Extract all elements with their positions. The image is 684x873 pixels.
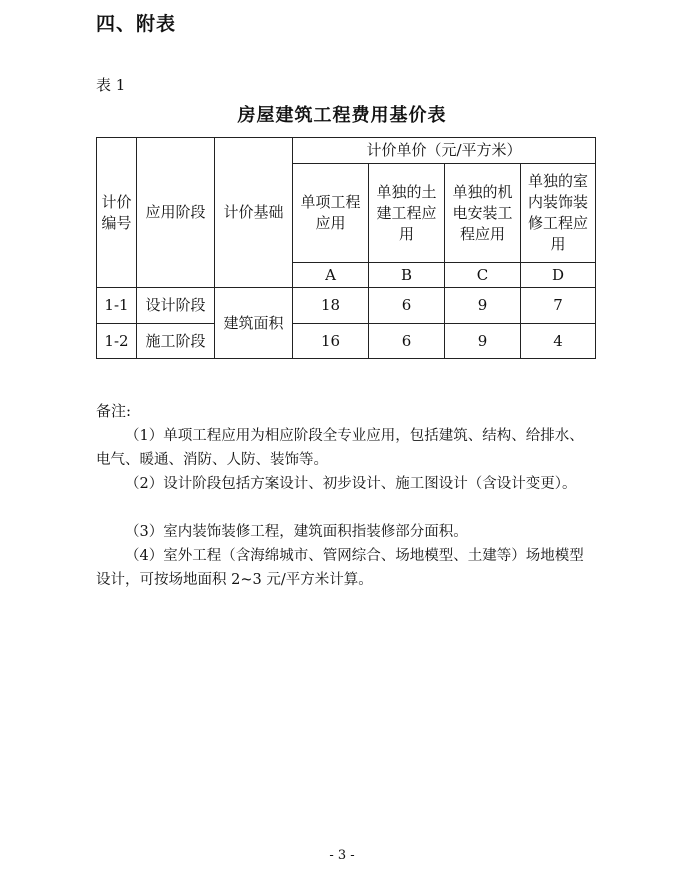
table-row: [97, 288, 596, 324]
row-value-b: 6: [369, 288, 445, 324]
pricing-table: [96, 137, 596, 359]
section-heading: 四、附表: [96, 13, 177, 35]
row-code: 1-1: [97, 288, 137, 324]
table-title: 房屋建筑工程费用基价表: [237, 105, 447, 126]
header-unit-price-group: 计价单价（元/平方米）: [293, 138, 596, 164]
letter-d: D: [521, 263, 596, 288]
header-col-b: 单独的土建工程应用: [369, 164, 445, 263]
row-code: 1-2: [97, 324, 137, 359]
row-value-d: 4: [521, 324, 596, 359]
row-value-a: 16: [293, 324, 369, 359]
header-col-d: 单独的室内装饰装修工程应用: [521, 164, 596, 263]
row-value-b: 6: [369, 324, 445, 359]
table-row: [97, 324, 596, 359]
letter-a: A: [293, 263, 369, 288]
letter-c: C: [445, 263, 521, 288]
note-item: （2）设计阶段包括方案设计、初步设计、施工图设计（含设计变更）。: [125, 476, 577, 492]
header-code: 计价编号: [97, 138, 137, 288]
header-stage: 应用阶段: [137, 138, 215, 288]
header-col-a: 单项工程应用: [293, 164, 369, 263]
row-value-d: 7: [521, 288, 596, 324]
row-value-a: 18: [293, 288, 369, 324]
header-col-c: 单独的机电安装工程应用: [445, 164, 521, 263]
note-item: （4）室外工程（含海绵城市、管网综合、场地模型、土建等）场地模型设计，可按场地面积 2~3 元/平方米计算。: [96, 548, 584, 588]
note-item: （1）单项工程应用为相应阶段全专业应用，包括建筑、结构、给排水、电气、暖通、消防、人防、装饰等。: [96, 428, 584, 468]
row-stage: 设计阶段: [137, 288, 215, 324]
row-basis: 建筑面积: [215, 288, 293, 359]
row-value-c: 9: [445, 288, 521, 324]
letter-b: B: [369, 263, 445, 288]
table-label: 表 1: [96, 76, 126, 94]
notes-heading: 备注:: [96, 402, 132, 420]
note-item: （3）室内装饰装修工程，建筑面积指装修部分面积。: [125, 524, 468, 540]
table-header-row: [97, 138, 596, 164]
header-basis: 计价基础: [215, 138, 293, 288]
page-number: - 3 -: [329, 848, 355, 863]
row-stage: 施工阶段: [137, 324, 215, 359]
row-value-c: 9: [445, 324, 521, 359]
